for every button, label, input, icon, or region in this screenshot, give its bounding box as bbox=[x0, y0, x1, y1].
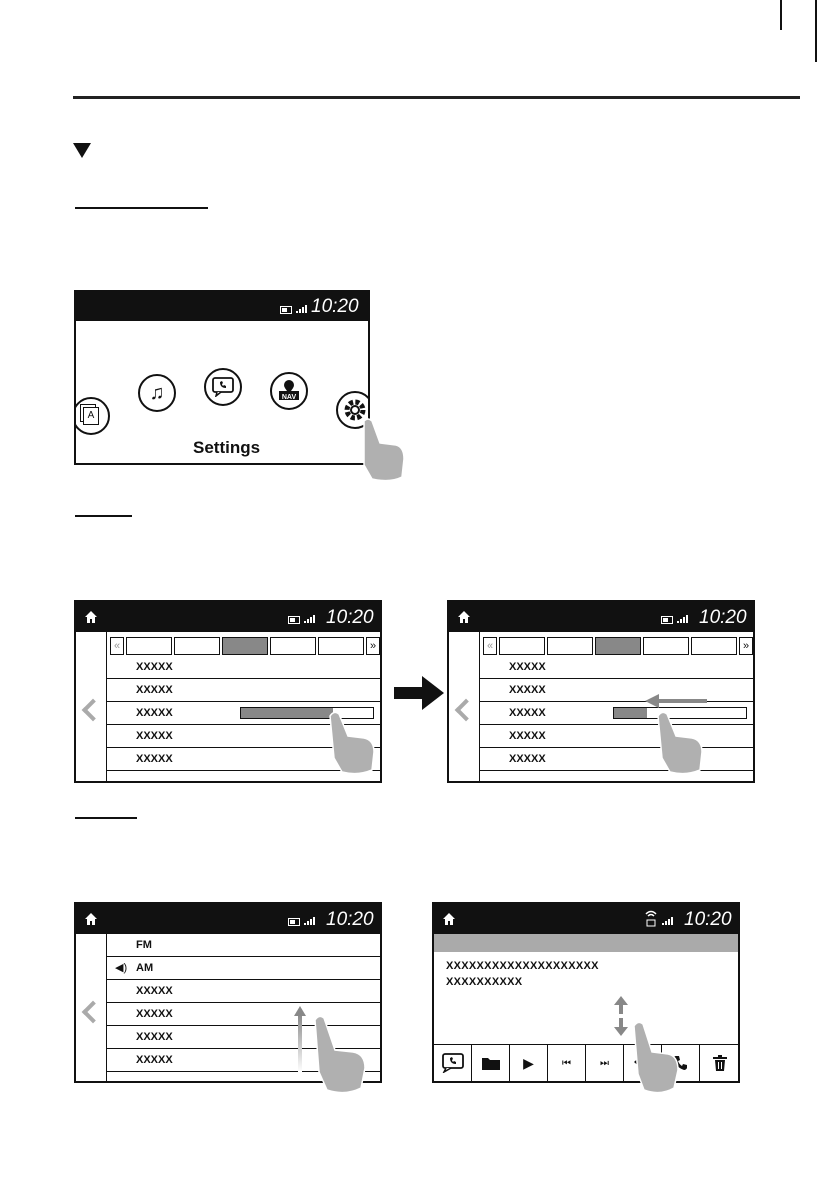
play-icon[interactable]: ▶ bbox=[510, 1045, 548, 1081]
scroll-up-arrow-icon bbox=[294, 1006, 306, 1072]
clock: 10:20 bbox=[699, 607, 747, 628]
tab[interactable] bbox=[318, 637, 364, 655]
speaker-icon: ◀) bbox=[115, 962, 128, 974]
nav-label: NAV bbox=[281, 394, 297, 401]
corner-line-right bbox=[815, 0, 817, 62]
list-item[interactable]: XXXXX bbox=[106, 725, 382, 748]
status-bar bbox=[76, 602, 380, 632]
tab[interactable] bbox=[691, 637, 737, 655]
music-icon[interactable]: ♫ bbox=[138, 374, 176, 412]
home-icon[interactable] bbox=[84, 610, 98, 624]
navigation-icon[interactable] bbox=[270, 372, 308, 410]
list-item[interactable]: XXXXX bbox=[106, 679, 382, 702]
list-item[interactable]: XXXXX bbox=[479, 748, 755, 771]
finger-scroll-icon bbox=[632, 1018, 682, 1096]
list-item[interactable]: XXXXX bbox=[479, 702, 755, 725]
battery-icon bbox=[661, 616, 673, 624]
corner-line-top-right bbox=[780, 0, 782, 30]
home-icon[interactable] bbox=[84, 912, 98, 926]
battery-icon bbox=[280, 306, 292, 314]
control-bar bbox=[434, 1044, 738, 1081]
list-item[interactable]: XXXXX bbox=[106, 980, 382, 1003]
sidebar bbox=[76, 632, 107, 781]
back-chevron-icon[interactable] bbox=[455, 699, 478, 722]
signal-icon bbox=[296, 305, 310, 313]
list-item[interactable]: XXXXX bbox=[106, 1049, 382, 1072]
tab[interactable] bbox=[547, 637, 593, 655]
list-item[interactable]: FM bbox=[106, 934, 382, 957]
clock: 10:20 bbox=[311, 296, 359, 317]
finger-tap-icon bbox=[360, 415, 408, 483]
tab[interactable] bbox=[174, 637, 220, 655]
finger-drag-icon bbox=[656, 708, 708, 776]
tab-bar bbox=[483, 637, 753, 655]
back-chevron-icon[interactable] bbox=[82, 1001, 105, 1024]
signal-icon bbox=[304, 917, 318, 925]
home-icon[interactable] bbox=[457, 610, 471, 624]
tab-active[interactable] bbox=[222, 637, 268, 655]
list-item[interactable]: ◀) AM bbox=[106, 957, 382, 980]
list-item[interactable]: XXXXX bbox=[106, 748, 382, 771]
delete-icon[interactable] bbox=[700, 1045, 740, 1081]
swipe-left-arrow-icon bbox=[645, 694, 707, 708]
tab-scroll-right-icon[interactable]: » bbox=[366, 637, 380, 655]
folder-icon[interactable] bbox=[472, 1045, 510, 1081]
message-header-bar bbox=[434, 934, 738, 952]
message-line-2: XXXXXXXXXX bbox=[446, 976, 523, 988]
status-bar bbox=[76, 904, 380, 934]
sidebar bbox=[76, 934, 107, 1081]
settings-label: Settings bbox=[193, 438, 261, 457]
section-rule bbox=[73, 96, 800, 99]
list-item[interactable]: XXXXX bbox=[106, 702, 382, 725]
list-item[interactable]: XXXXX bbox=[479, 725, 755, 748]
communication-icon[interactable] bbox=[434, 1045, 472, 1081]
wifi-icon bbox=[644, 909, 658, 929]
clock: 10:20 bbox=[326, 607, 374, 628]
slider-fill bbox=[614, 708, 647, 718]
tab-scroll-right-icon[interactable]: » bbox=[739, 637, 753, 655]
slider-screen-after bbox=[447, 600, 755, 783]
battery-icon bbox=[288, 616, 300, 624]
tab-scroll-left-icon[interactable]: « bbox=[483, 637, 497, 655]
previous-track-icon[interactable]: ⏮ bbox=[548, 1045, 586, 1081]
clock: 10:20 bbox=[684, 909, 732, 930]
back-chevron-icon[interactable] bbox=[82, 699, 105, 722]
next-track-icon[interactable]: ⏭ bbox=[586, 1045, 624, 1081]
home-screen bbox=[74, 290, 370, 465]
heading-underline-2 bbox=[75, 515, 132, 517]
applications-icon[interactable]: A bbox=[74, 397, 110, 435]
status-bar bbox=[449, 602, 753, 632]
message-line-1: XXXXXXXXXXXXXXXXXXXX bbox=[446, 960, 599, 972]
tab-bar bbox=[110, 637, 380, 655]
list-item[interactable]: XXXXX bbox=[106, 1026, 382, 1049]
clock: 10:20 bbox=[326, 909, 374, 930]
signal-icon bbox=[304, 615, 318, 623]
slider-fill bbox=[241, 708, 333, 718]
signal-icon bbox=[662, 917, 676, 925]
scroll-updown-arrow-icon bbox=[614, 996, 628, 1036]
communication-icon[interactable] bbox=[204, 368, 242, 406]
list-item[interactable]: XXXXX bbox=[479, 656, 755, 679]
tab[interactable] bbox=[499, 637, 545, 655]
tab[interactable] bbox=[126, 637, 172, 655]
heading-underline-1 bbox=[75, 207, 208, 209]
message-screen bbox=[432, 902, 740, 1083]
tab[interactable] bbox=[270, 637, 316, 655]
sidebar bbox=[449, 632, 480, 781]
status-bar bbox=[76, 292, 368, 321]
section-marker-triangle bbox=[73, 143, 91, 158]
signal-icon bbox=[677, 615, 691, 623]
transition-arrow-icon bbox=[394, 676, 444, 710]
tab-active[interactable] bbox=[595, 637, 641, 655]
list-item[interactable]: XXXXX bbox=[106, 656, 382, 679]
tab-scroll-left-icon[interactable]: « bbox=[110, 637, 124, 655]
home-icon[interactable] bbox=[442, 912, 456, 926]
finger-tap-icon bbox=[328, 708, 380, 776]
battery-icon bbox=[288, 918, 300, 926]
finger-swipe-icon bbox=[313, 1012, 369, 1096]
tab[interactable] bbox=[643, 637, 689, 655]
list-item[interactable]: XXXXX bbox=[106, 1003, 382, 1026]
status-bar bbox=[434, 904, 738, 934]
heading-underline-3 bbox=[75, 817, 137, 819]
list-item[interactable]: XXXXX bbox=[479, 679, 755, 702]
